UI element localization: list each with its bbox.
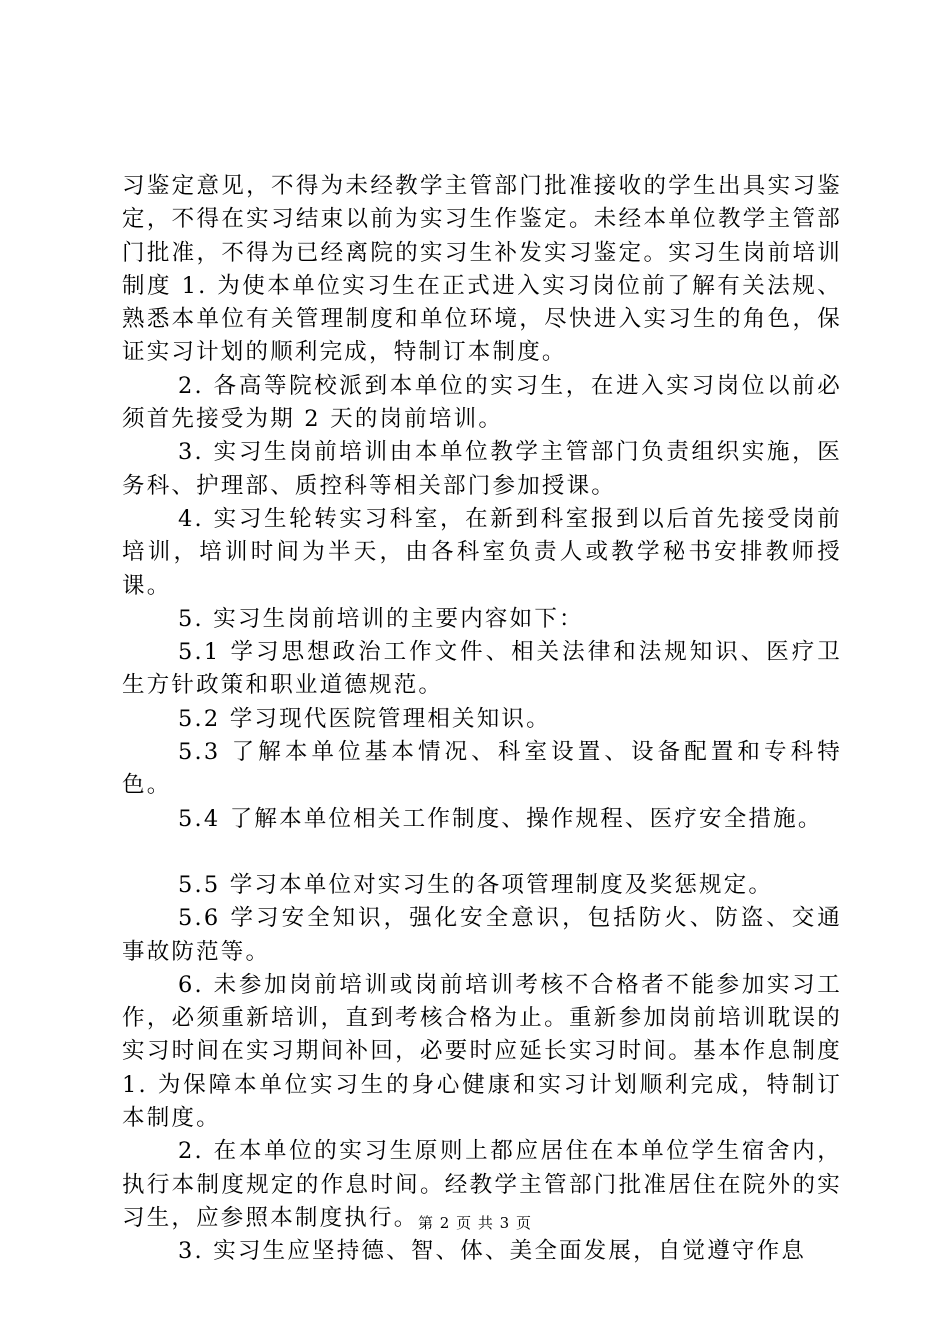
paragraph: 习鉴定意见，不得为未经教学主管部门批准接收的学生出具实习鉴定，不得在实习结束以前为实习生作鉴定。未经本单位教学主管部门批准，不得为已经离院的实习生补发实习鉴定。实习生岗前培训制度 1. 为使本单位实习生在正式进入实习岗位前了解有关法规、熟悉本单位有关管理制度和单位环境，尽快进入实习生的角色，保证实习计划的顺利完成，特制订本制度。 [122,173,842,366]
paragraph: 5. 实习生岗前培训的主要内容如下： [178,605,584,632]
paragraph: 5.3 了解本单位基本情况、科室设置、设备配置和专科特色。 [122,739,842,799]
paragraph: 2. 在本单位的实习生原则上都应居住在本单位学生宿舍内，执行本制度规定的作息时间。经教学主管部门批准居住在院外的实习生，应参照本制度执行。 [122,1138,842,1231]
paragraph: 6. 未参加岗前培训或岗前培训考核不合格者不能参加实习工作，必须重新培训，直到考核合格为止。重新参加岗前培训耽误的实习时间在实习期间补回，必要时应延长实习时间。基本作息制度 1. 为保障本单位实习生的身心健康和实习计划顺利完成，特制订本制度。 [122,971,842,1132]
paragraph: 5.2 学习现代医院管理相关知识。 [178,705,551,732]
paragraph: 5.6 学习安全知识，强化安全意识，包括防火、防盗、交通事故防范等。 [122,905,842,965]
paragraph: 4. 实习生轮转实习科室，在新到科室报到以后首先接受岗前培训，培训时间为半天，由各科室负责人或教学秘书安排教师授课。 [122,505,842,599]
paragraph: 2. 各高等院校派到本单位的实习生，在进入实习岗位以前必须首先接受为期 2 天的岗前培训。 [122,372,842,433]
paragraph: 3. 实习生岗前培训由本单位教学主管部门负责组织实施，医务科、护理部、质控科等相关部门参加授课。 [122,439,842,499]
document-body [122,170,842,1269]
paragraph: 5.5 学习本单位对实习生的各项管理制度及奖惩规定。 [178,871,774,898]
paragraph: 5.4 了解本单位相关工作制度、操作规程、医疗安全措施。 [178,805,823,832]
page-number-footer: 第 2 页 共 3 页 [418,1214,532,1232]
paragraph: 3. 实习生应坚持德、智、体、美全面发展，自觉遵守作息 [178,1238,807,1265]
paragraph: 5.1 学习思想政治工作文件、相关法律和法规知识、医疗卫生方针政策和职业道德规范。 [122,639,842,699]
